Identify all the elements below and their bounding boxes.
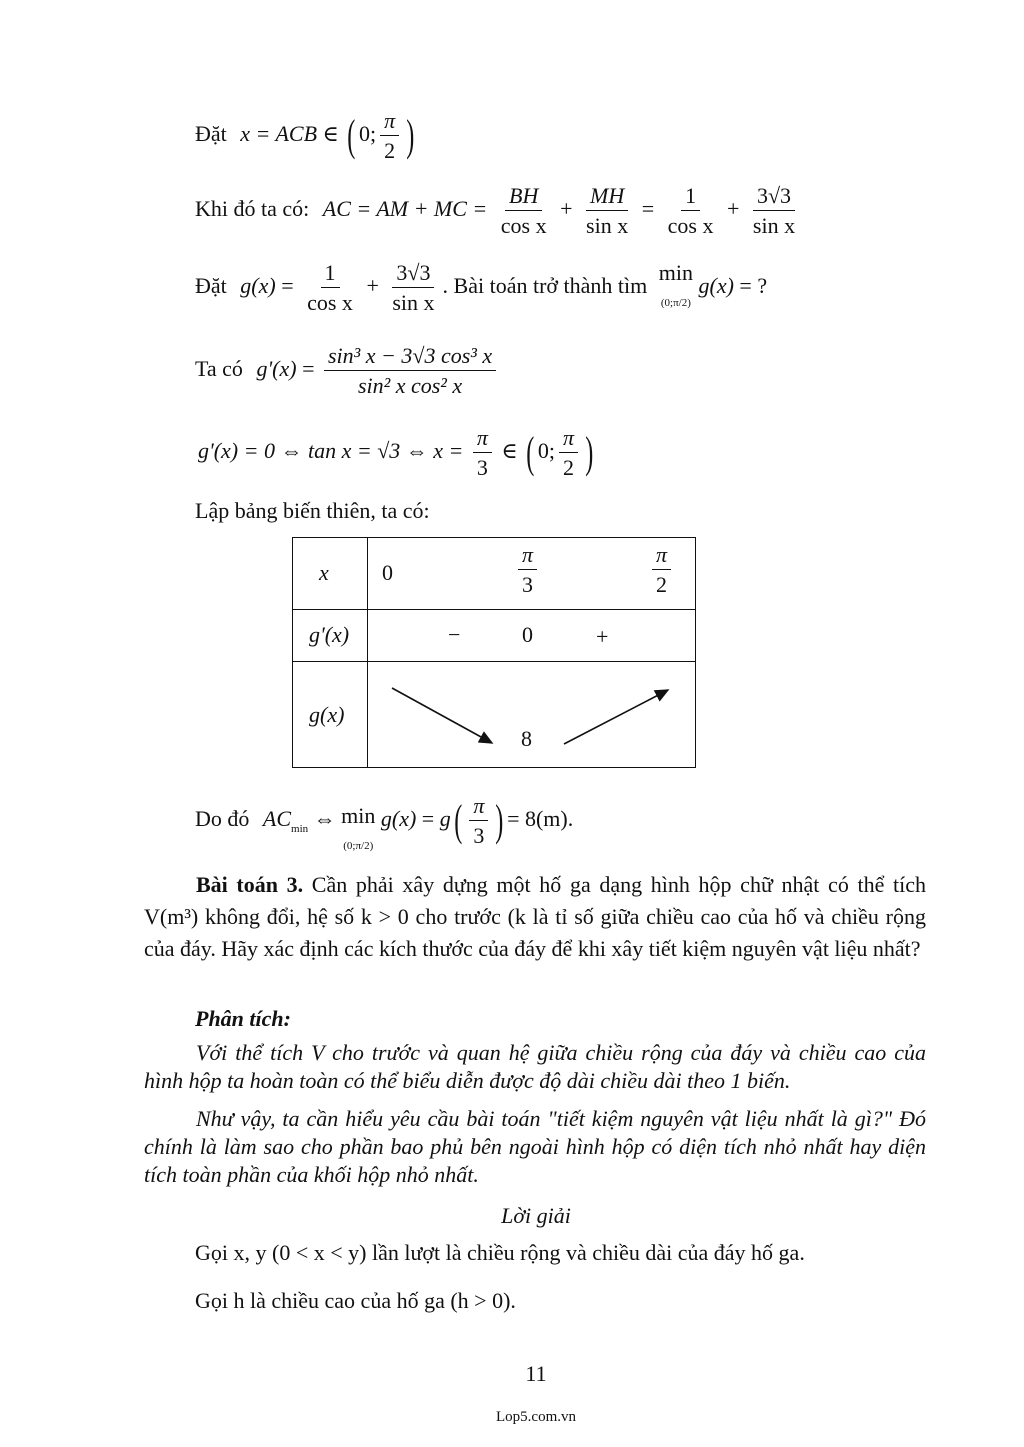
min-label: min <box>341 803 376 828</box>
solution-title: Lời giải <box>501 1203 571 1228</box>
line-khi-do: Khi đó ta có: AC = AM + MC = $\frac{BH}{\text{cos x}}$ + $\frac{MH}{\text{sin x}}$ = $\frac{1}{\text{cos x}}$ + $\frac{3√3}{\text{sin x}}$ <box>195 183 803 239</box>
site-footer: Lop5.com.vn <box>496 1409 576 1425</box>
analysis-paragraph-1: Với thể tích V cho trước và quan hệ giữa chiều rộng của đáy và chiều cao của hình hộp ta hoàn toàn có thể biểu diễn được độ dài chiều dài theo 1 biến. <box>144 1040 926 1093</box>
table-row-gp <box>293 610 696 662</box>
frac-num: BH <box>505 183 542 211</box>
problem-paragraph <box>144 869 926 965</box>
frac-3r3-sin <box>388 260 438 316</box>
min-value: 8 <box>521 726 532 751</box>
text-ta-co: Ta có <box>195 355 243 381</box>
line-dat-g: Đặt g(x) = $\frac{1}{\text{cos x}}$ + $\frac{3√3}{\text{sin x}}$ . Bài toán trở thành tìm min (0;π/2) g(x) = ? <box>195 260 768 316</box>
line-do-do: Do đó $AC_{min}$ ⇔ min (0;π/2) g(x) = g( $\frac{\pi}{3}$ ) = 8(m). <box>195 793 573 855</box>
cell-g-label <box>293 662 368 768</box>
frac-den: sin x <box>752 213 796 239</box>
cell-x-label <box>293 538 368 610</box>
x-pi-2 <box>652 542 671 598</box>
table-row-x <box>293 538 696 610</box>
paren-open: ( <box>526 427 535 477</box>
cell-g-values <box>368 662 696 768</box>
frac-1-cos <box>303 260 357 316</box>
frac-pi-3 <box>469 793 488 849</box>
decreasing-arrow <box>392 688 492 743</box>
math-gp-zero: g'(x) = 0 ⇔ tan x = √3 ⇔ x = <box>198 437 464 463</box>
frac-pi-2 <box>559 425 578 481</box>
analysis-title: Phân tích: <box>195 1006 291 1031</box>
interval-start: 0; <box>537 437 555 463</box>
frac-pi-2 <box>380 108 399 164</box>
text-do-do: Do đó <box>195 805 250 831</box>
frac-den: 2 <box>563 455 574 481</box>
frac-3r3-sin <box>749 183 799 239</box>
text-bai-toan: . Bài toán trở thành tìm <box>442 272 648 298</box>
math-gx: g(x) <box>380 805 417 831</box>
frac-den: 3 <box>473 823 485 849</box>
paren-close: ) <box>406 110 415 160</box>
frac-num: π <box>469 793 488 821</box>
text-khi-do: Khi đó ta có: <box>195 195 310 221</box>
variation-arrows <box>368 662 695 768</box>
min-operator <box>341 803 375 855</box>
line-gp-zero <box>198 425 597 481</box>
solution-line-2: Gọi h là chiều cao của hố ga (h > 0). <box>195 1288 516 1313</box>
paren-open: ( <box>347 110 356 160</box>
frac-num: π <box>473 425 492 453</box>
frac-den: cos x <box>307 290 353 316</box>
sign-minus: − <box>448 622 461 647</box>
x-pi-3 <box>518 542 537 598</box>
analysis-paragraph-2: Như vậy, ta cần hiểu yêu cầu bài toán "tiết kiệm nguyên vật liệu nhất là gì?" Đó chính là làm sao cho phần bao phủ bên ngoài hình hộp có diện tích nhỏ nhất hay diện tích toàn phần của khối hộp nhỏ nhất. <box>144 1106 926 1187</box>
ac-subscript: min <box>291 822 309 835</box>
paren-close: ) <box>585 427 594 477</box>
frac-1-cos <box>664 183 718 239</box>
table-row-g <box>293 662 696 768</box>
cell-gp-values <box>368 610 696 662</box>
solution-line-1: Gọi x, y (0 < x < y) lần lượt là chiều rộng và chiều dài của đáy hố ga. <box>195 1240 805 1265</box>
x-label: x <box>319 560 329 585</box>
x-zero: 0 <box>382 560 393 585</box>
frac-num: sin³ x − 3√3 cos³ x <box>324 343 496 371</box>
frac-den: sin x <box>392 290 435 316</box>
frac-num: π <box>380 108 399 136</box>
min-label: min <box>658 260 693 285</box>
frac-den: cos x <box>667 213 714 239</box>
frac-bh-cos <box>497 183 551 239</box>
min-subscript: (0;π/2) <box>343 840 374 852</box>
math-ac-sum: AC = AM + MC = <box>322 195 488 221</box>
text-lap-bang: Lập bảng biến thiên, ta có: <box>195 498 430 523</box>
math-x-acb: x = ACB ∈ <box>240 120 339 146</box>
problem-text: Cần phải xây dựng một hố ga dạng hình hộp chữ nhật có thể tích V(m³) không đổi, hệ số k > 0 cho trước (k là tỉ số giữa chiều cao của hố và chiều rộng của đáy. Hãy xác định các kích thước của đáy để khi xây tiết kiệm nguyên vật liệu nhất? <box>144 872 926 961</box>
frac-num: 1 <box>681 183 700 211</box>
line-ta-co: Ta có g'(x) = $\frac{\text{sin³ x − 3√3 cos³ x}}{\text{sin² x cos² x}}$ <box>195 343 500 399</box>
frac-derivative <box>324 343 496 399</box>
gp-zero: 0 <box>522 622 533 647</box>
sign-plus: + <box>596 624 609 649</box>
frac-num: 1 <box>321 260 340 288</box>
frac-den: 3 <box>522 572 534 598</box>
frac-num: π <box>559 425 578 453</box>
frac-den: sin² x cos² x <box>357 373 463 399</box>
text-dat-2: Đặt <box>195 272 227 298</box>
cell-gp-label <box>293 610 368 662</box>
cell-x-values <box>368 538 696 610</box>
frac-num: π <box>652 542 671 570</box>
frac-den: sin x <box>586 213 629 239</box>
min-subscript: (0;π/2) <box>660 297 691 309</box>
math-ac: AC <box>262 805 292 831</box>
paren-close: ) <box>495 795 504 845</box>
frac-num: 3√3 <box>392 260 434 288</box>
math-eq-q: = ? <box>739 272 768 298</box>
frac-num: π <box>518 542 537 570</box>
math-in: ∈ <box>501 437 518 463</box>
problem-title: Bài toán 3. <box>196 872 304 897</box>
frac-den: 2 <box>656 572 668 598</box>
math-gx: g(x) <box>240 272 276 298</box>
math-result: = 8(m). <box>507 805 574 831</box>
math-gpx: g'(x) <box>256 355 297 381</box>
interval-start: 0; <box>358 120 377 146</box>
frac-num: 3√3 <box>753 183 795 211</box>
page-number: 11 <box>525 1361 547 1386</box>
paren-open: ( <box>454 795 463 845</box>
frac-den: 3 <box>476 455 488 481</box>
frac-den: 2 <box>384 138 396 164</box>
frac-num: MH <box>586 183 628 211</box>
gp-label: g'(x) <box>309 622 350 647</box>
frac-mh-sin <box>582 183 632 239</box>
text-dat: Đặt <box>195 120 227 146</box>
increasing-arrow <box>564 690 668 744</box>
frac-pi-3 <box>473 425 492 481</box>
g-label: g(x) <box>309 702 345 727</box>
min-operator <box>659 260 693 312</box>
math-gx: g(x) <box>698 272 734 298</box>
frac-den: cos x <box>500 213 547 239</box>
variation-table <box>292 537 696 768</box>
line-dat-x <box>195 108 418 164</box>
